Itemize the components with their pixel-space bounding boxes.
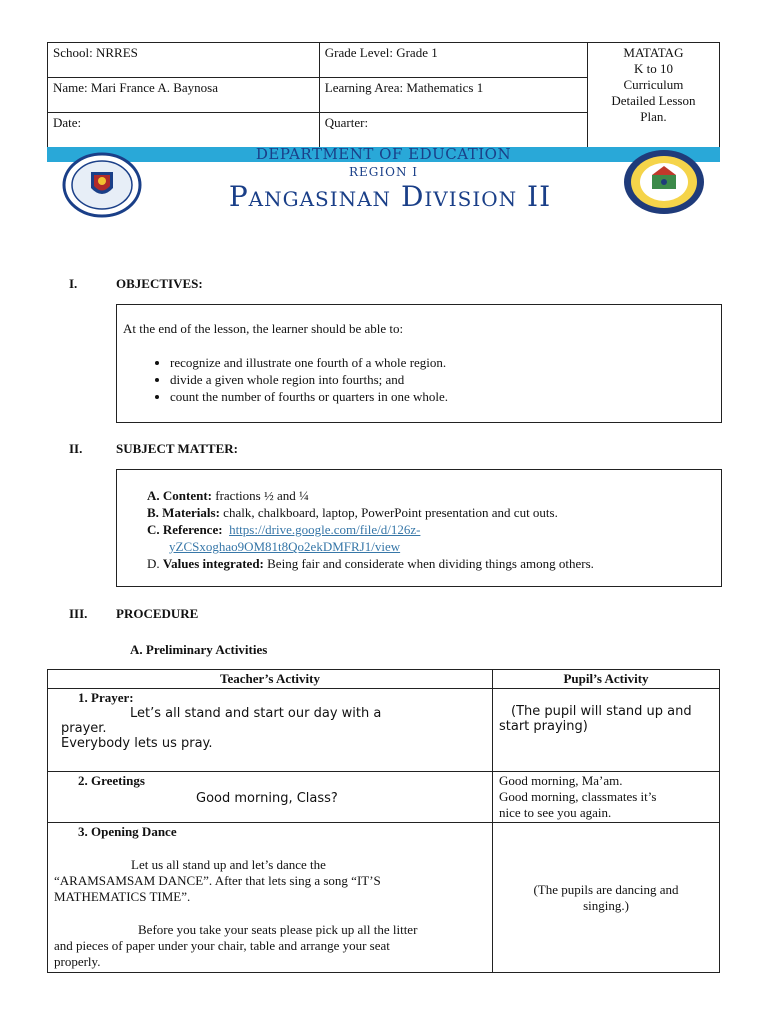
greetings-line: Good morning, Class? — [196, 791, 338, 806]
opening-dance-line: Before you take your seats please pick up all the litter — [138, 922, 418, 937]
reference-item — [147, 521, 594, 555]
teacher-name-cell: Name: Mari France A. Baynosa — [48, 78, 320, 113]
opening-dance-line: properly. — [54, 954, 101, 969]
plan-type-cell — [587, 43, 719, 148]
school-cell: School: NRRES — [48, 43, 320, 78]
learning-area-cell: Learning Area: Mathematics 1 — [319, 78, 587, 113]
objectives-intro: At the end of the lesson, the learner should be able to: — [123, 321, 404, 336]
subject-matter-box — [116, 469, 722, 587]
department-title: DEPARTMENT OF EDUCATION — [255, 145, 512, 163]
objectives-heading: OBJECTIVES: — [116, 276, 203, 291]
opening-dance-line: Let us all stand up and let’s dance the — [131, 857, 326, 872]
objective-item: • recognize and illustrate one fourth of a whole region. — [170, 354, 448, 371]
materials-label: B. Materials: — [147, 505, 220, 520]
subject-matter-list — [117, 487, 594, 572]
subject-matter-number: II. — [69, 441, 83, 456]
objective-item: • count the number of fourths or quarters in one whole. — [170, 388, 448, 405]
objectives-number: I. — [69, 276, 78, 291]
procedure-heading: PROCEDURE — [116, 606, 199, 621]
objectives-list — [125, 354, 448, 405]
content-value: fractions ½ and ¼ — [212, 488, 309, 503]
division-seal-logo — [622, 149, 706, 215]
reference-link[interactable]: https://drive.google.com/file/d/126z- — [229, 522, 421, 537]
region-title: REGION I — [348, 165, 418, 179]
plan-line: K to 10 — [633, 61, 673, 76]
opening-dance-response: singing.) — [583, 897, 629, 913]
plan-line: Detailed Lesson — [611, 93, 696, 108]
values-value: Being fair and considerate when dividing things among others. — [263, 556, 594, 571]
quarter-cell: Quarter: — [319, 113, 587, 148]
objective-item: • divide a given whole region into fourths; and — [170, 371, 448, 388]
materials-value: chalk, chalkboard, laptop, PowerPoint presentation and cut outs. — [219, 505, 558, 520]
values-item — [147, 555, 594, 572]
teacher-activity-header: Teacher’s Activity — [48, 670, 493, 689]
pupil-activity-header: Pupil’s Activity — [493, 670, 720, 689]
opening-dance-line: “ARAMSAMSAM DANCE”. After that lets sing a song “IT’S — [54, 873, 381, 888]
greetings-teacher-cell — [48, 772, 493, 823]
opening-dance-pupil-cell — [493, 823, 720, 973]
prayer-response: start praying) — [499, 719, 588, 734]
opening-dance-heading: 3. Opening Dance — [78, 824, 177, 839]
subject-matter-heading: SUBJECT MATTER: — [116, 441, 238, 456]
plan-line: Curriculum — [623, 77, 684, 92]
opening-dance-response: (The pupils are dancing and — [533, 881, 679, 897]
greetings-response: nice to see you again. — [499, 805, 612, 820]
greetings-heading: 2. Greetings — [78, 773, 145, 788]
content-label: A. Content: — [147, 488, 212, 503]
opening-dance-teacher-cell — [48, 823, 493, 973]
objectives-box — [116, 304, 722, 423]
opening-dance-line: and pieces of paper under your chair, table and arrange your seat — [54, 938, 390, 953]
content-item — [147, 487, 594, 504]
greetings-response: Good morning, Ma’am. — [499, 773, 623, 788]
values-prefix: D. — [147, 556, 163, 571]
lesson-info-table — [47, 42, 720, 148]
activities-table — [47, 669, 720, 973]
date-cell: Date: — [48, 113, 320, 148]
reference-label: C. Reference: — [147, 522, 223, 537]
prayer-response: (The pupil will stand up and — [511, 704, 692, 719]
prayer-teacher-cell — [48, 689, 493, 772]
opening-dance-line: MATHEMATICS TIME”. — [54, 889, 191, 904]
greetings-pupil-cell — [493, 772, 720, 823]
plan-line: Plan. — [640, 109, 667, 124]
greetings-response: Good morning, classmates it’s — [499, 789, 657, 804]
deped-seal-logo — [61, 152, 143, 218]
prayer-pupil-cell — [493, 689, 720, 772]
procedure-number: III. — [69, 606, 88, 621]
materials-item — [147, 504, 594, 521]
reference-link-continued[interactable]: yZCSxoghao9OM81t8Qo2ekDMFRJ1/view — [169, 539, 401, 554]
prayer-line: prayer. — [61, 721, 107, 736]
prayer-heading: 1. Prayer: — [78, 690, 134, 705]
preliminary-activities-heading: A. Preliminary Activities — [130, 642, 268, 657]
values-label: Values integrated: — [162, 556, 264, 571]
prayer-line: Everybody lets us pray. — [61, 736, 213, 751]
prayer-line: Let’s all stand and start our day with a — [130, 706, 382, 721]
division-title: Pangasinan Division II — [228, 180, 552, 213]
plan-line: MATATAG — [623, 45, 684, 60]
grade-level-cell: Grade Level: Grade 1 — [319, 43, 587, 78]
